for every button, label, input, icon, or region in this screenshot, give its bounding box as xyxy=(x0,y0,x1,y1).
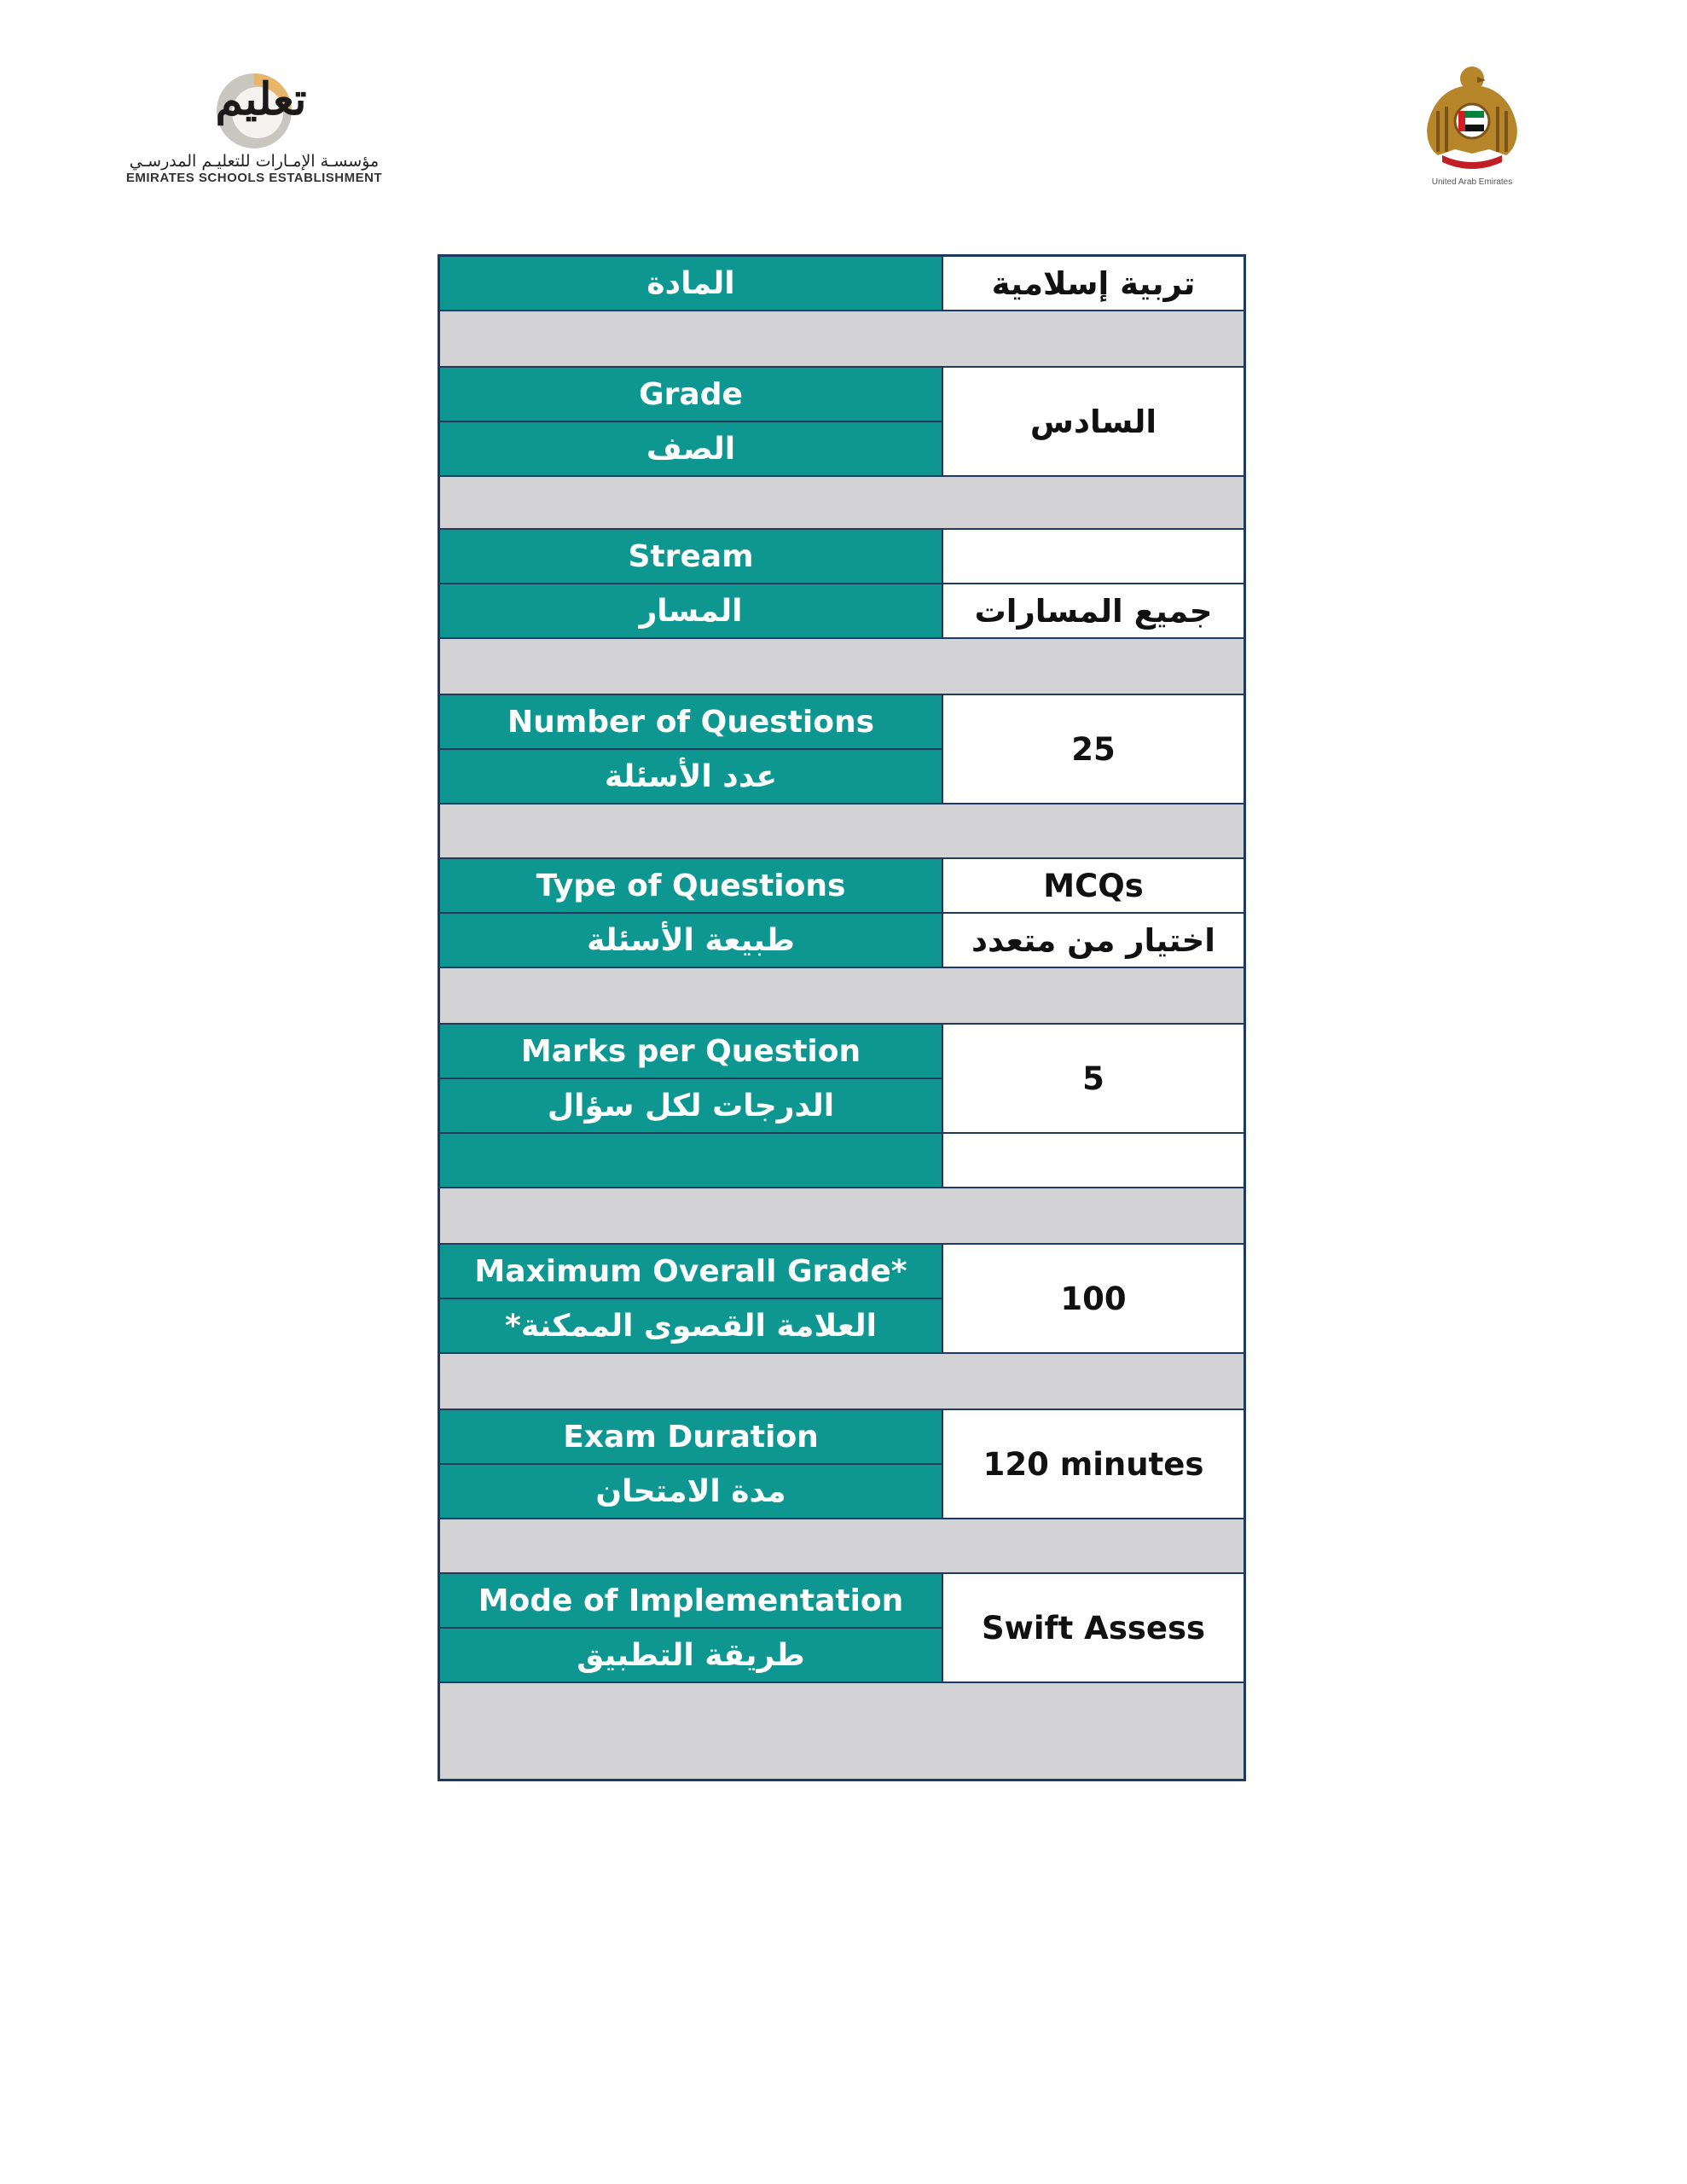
question-type-value-ar: اختيار من متعدد xyxy=(942,914,1244,968)
marks-per-question-value: 5 xyxy=(942,1025,1244,1134)
stream-value-empty xyxy=(942,530,1244,584)
max-grade-label-ar: العلامة القصوى الممكنة* xyxy=(440,1299,942,1354)
ese-logo xyxy=(113,67,395,186)
row-separator xyxy=(440,311,1244,368)
row-separator xyxy=(440,968,1244,1025)
row-separator xyxy=(440,1354,1244,1410)
subject-label: المادة xyxy=(440,257,942,311)
grade-label-ar: الصف xyxy=(440,422,942,477)
marks-per-question-label-ar: الدرجات لكل سؤال xyxy=(440,1079,942,1134)
row-separator xyxy=(440,1188,1244,1245)
stream-label-en: Stream xyxy=(440,530,942,584)
ese-logo-subtitle-ar: مؤسسـة الإمـارات للتعليـم المدرسـي xyxy=(129,152,380,171)
question-type-label-en: Type of Questions xyxy=(440,859,942,914)
question-type-label-ar: طبيعة الأسئلة xyxy=(440,914,942,968)
uae-emblem xyxy=(1404,60,1540,196)
duration-label-ar: مدة الامتحان xyxy=(440,1465,942,1519)
mode-label-ar: طريقة التطبيق xyxy=(440,1629,942,1683)
mode-label-en: Mode of Implementation xyxy=(440,1574,942,1629)
num-questions-label-ar: عدد الأسئلة xyxy=(440,750,942,804)
row-separator xyxy=(440,804,1244,859)
row-separator xyxy=(440,639,1244,695)
exam-spec-table xyxy=(438,254,1246,1781)
duration-label-en: Exam Duration xyxy=(440,1410,942,1465)
question-type-value-en: MCQs xyxy=(942,859,1244,914)
ese-logo-arabic-word: تعليم xyxy=(215,73,307,125)
grade-value: السادس xyxy=(942,368,1244,477)
mode-value: Swift Assess xyxy=(942,1574,1244,1683)
falcon-emblem-icon xyxy=(1404,60,1540,179)
num-questions-label-en: Number of Questions xyxy=(440,695,942,750)
grade-label-en: Grade xyxy=(440,368,942,422)
duration-value: 120 minutes xyxy=(942,1410,1244,1519)
uae-emblem-caption: United Arab Emirates xyxy=(1431,177,1513,187)
stream-label-ar: المسار xyxy=(440,584,942,639)
ese-logo-subtitle-en: EMIRATES SCHOOLS ESTABLISHMENT xyxy=(125,171,383,185)
empty-value-cell xyxy=(942,1134,1244,1188)
marks-per-question-label-en: Marks per Question xyxy=(440,1025,942,1079)
row-separator xyxy=(440,1519,1244,1574)
max-grade-value: 100 xyxy=(942,1245,1244,1354)
stream-value: جميع المسارات xyxy=(942,584,1244,639)
row-separator xyxy=(440,477,1244,530)
empty-label-cell xyxy=(440,1134,942,1188)
subject-value: تربية إسلامية xyxy=(942,257,1244,311)
max-grade-label-en: Maximum Overall Grade* xyxy=(440,1245,942,1299)
table-footer-band xyxy=(440,1683,1244,1779)
num-questions-value: 25 xyxy=(942,695,1244,804)
